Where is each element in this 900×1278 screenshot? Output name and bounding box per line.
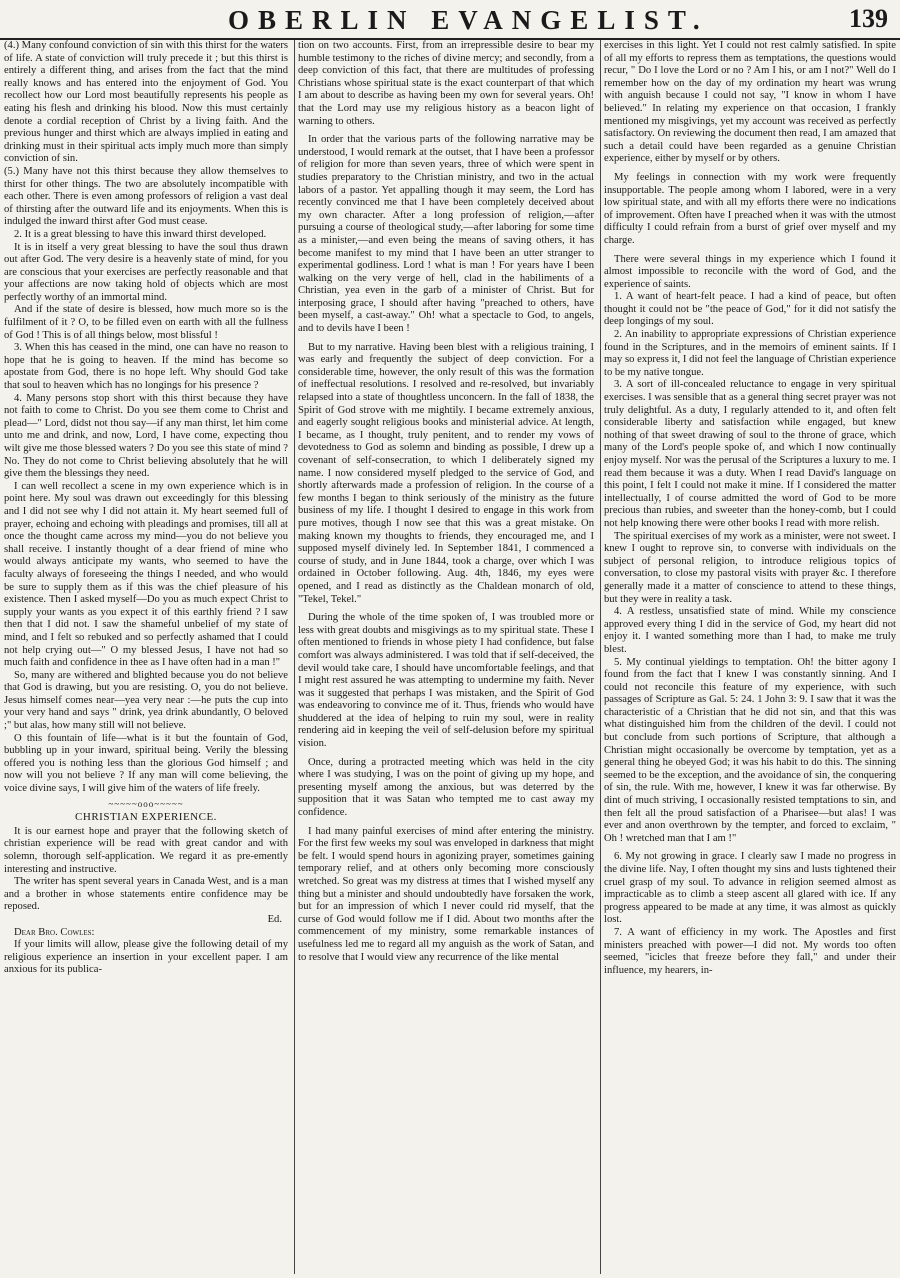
paragraph: If your limits will allow, please give the following detail of my religious experience an insertion in your excellent paper. I am anxious for its publica- xyxy=(4,939,288,976)
paragraph: 5. My continual yieldings to temptation. Oh! the bitter agony I found from the fact that I knew I was constantly sinning. And I could not reconcile this feature of my experience, with such passages of Scripture as Gal. 5: 24. 1 John 3: 9. I saw that it was the characteristic of a Christian that he did not sin, and that this was what distinguished him from the children of the devil. I could not but conclude from such portions of Scripture, that although a Christian might occasionally be overcome by temptation, yet as a general thing he obeyed God; it was his habit to do this. The sinning seemed to be the exception, and the avoidance of sin, the conquering of sin, the rule. With me, however, I knew it was far otherwise. By dint of much striving, I occasionally resisted temptations to sin, and then felt all the proud satisfaction of a Pharisee—but alas! I was ever and anon overthrown by the tempter, and forced to exclaim, " Oh ! wretched man that I am !" xyxy=(604,656,896,844)
paragraph: My feelings in connection with my work were frequently insupportable. The people among whom I labored, were in a very low spiritual state, and with all my efforts there were no indications of improvement. Often have I preached when it was with the utmost difficulty I could refrain from a burst of grief over myself and my charge. xyxy=(604,171,896,246)
letter-salutation: Dear Bro. Cowles: xyxy=(14,926,95,938)
paragraph: 3. When this has ceased in the mind, one can have no reason to hope that he is going to heaven. If the mind has become so apostate from God, there is no hope left. Why should God take that soul to heaven which has no longings for his presence ? xyxy=(4,342,288,392)
column-1 xyxy=(4,40,288,1274)
paragraph: During the whole of the time spoken of, I was troubled more or less with great doubts and misgivings as to my spiritual state. These I often mentioned to friends in whose piety I had confidence, but false comfort was always administered. I was told that if self-deceived, the devil would take care, I should have uncomfortable feelings, and that I might rest assured he was attempting to undermine my faith. Never was it suggested that perhaps I was mistaken, and the Spirit of God was endeavoring to convince me of it. Thus, friends who would have shuddered at the idea of helping to ruin my soul, were in reality rendering aid in keeping the veil of self-delusion before my spiritual vision. xyxy=(298,612,594,750)
masthead xyxy=(0,0,900,40)
paragraph: I had many painful exercises of mind after entering the ministry. For the first few weeks my soul was enveloped in darkness that might be felt. I would spend hours in agonizing prayer, sometimes gaining temporary relief, and at others only becoming more consciously wretched. So great was my distress at times that I wished myself any thing but a minister and should undoubtedly have forsaken the work, but for an impression of which I never could rid myself, that the curse of God would follow me if I did. About two months after the commencement of my ministry, some remarkable instances of usefulness led me to regard all my anguish as the work of Satan, and to resolve that I would view any recurrence of the like mental xyxy=(298,825,594,963)
paragraph: So, many are withered and blighted because you do not believe that God is drawing, but you are resisting. O, you do not believe. Jesus himself comes near—yea very near :—he puts the cup into your very hand and says " drink, yea drink abundantly, O beloved ;" but alas, how many still will not believe. xyxy=(4,669,288,732)
paragraph: 4. A restless, unsatisfied state of mind. While my conscience approved every thing I did in the service of God, my heart did not enjoy it. I wanted something more than I had, to make me truly blest. xyxy=(604,606,896,655)
paragraph: exercises in this light. Yet I could not rest calmly satisfied. In spite of all my efforts to repress them as temptations, the questions would recur, " Do I love the Lord or no ? Am I his, or am I not?" Well do I remember how on the day of my ordination my heart was wrung with anguish because I could not say, "I know in whom I have believed." In relating my experience on that occasion, I frankly mentioned my misgivings, yet my account was received as perfectly satisfactory. On reviewing the document then read, I am amazed that such a detail could have been regarded as a genuine Christian experience, either by myself or by others. xyxy=(604,40,896,165)
section-divider: ~~~~~ooo~~~~~ xyxy=(108,798,184,809)
paragraph: 2. It is a great blessing to have this inward thirst developed. xyxy=(14,228,267,240)
paragraph: The spiritual exercises of my work as a minister, were not sweet. I knew I ought to reprove sin, to converse with individuals on the subject of personal religion, to introduce religious topics of conversation, to close my pastoral visits with prayer &c. I therefore generally made it a matter of conscience to attend to these things, but they were in reality a task. xyxy=(604,530,896,605)
editor-note: The writer has spent several years in Canada West, and is a man and a brother in whose statements entire confidence may be reposed. xyxy=(4,876,288,913)
editor-note: It is our earnest hope and prayer that the following sketch of christian experience will be read with great candor and with solemn, thorough self-application. We regard it as pre-emently interesting and instructive. xyxy=(4,825,288,875)
paragraph: In order that the various parts of the following narrative may be understood, I would remark at the outset, that I have been a professor of religion for more than seven years, three of which were spent in studies preparatory to the Christian ministry, and two in the actual labors of a pastor. Yet appalling though it may seem, the Lord has recently convinced me that I have been completely deceived about my own character. After a long profession of religion,—after pursuing a course of theological study,—after laboring for some time as a minister,—and even being the means of saving others, it has become manifest to my mind that I have been an utter stranger to experimental godliness. Lord ! what is man ! For years have I been walking on the very verge of hell, clad in the habiliments of a Christian, yea even in the garb of a minister of Christ. But for interposing grace, I should after having "preached to others, have been myself, a cast-away." Oh! what a spectacle to God, to angels, and to devils have I been ! xyxy=(298,134,594,335)
paragraph: O this fountain of life—what is it but the fountain of God, bubbling up in your inward, spiritual being. Verily the blessing offered you is nothing less than the glorious God himself ; and now will you not believe ? If any man will come believing, the voice divine says, I will give him of the waters of life freely. xyxy=(4,732,288,795)
paragraph: I can well recollect a scene in my own experience which is in point here. My soul was drawn out exceedingly for this blessing and I did not see why I did not attain it. My heart seemed full of prayer, echoing and echoing with pleadings and promises, till all at once the thought came across my mind—you do not believe you shall receive. I instantly thought of a dear friend of mine who would always anticipate my wants, who seemed to have the faculty always of foreseeing the things I needed, and who would be sure to supply them as if this was the chief pleasure of his existence. Then I asked myself—Do you as much expect Christ to supply your wants as you expect it of this earthly friend ? I saw then that I did not. I saw the shameful unbelief of my state of mind, and I felt so rebuked and so perfectly ashamed that I could not help crying out—" O my blessed Jesus, I have not had so much faith and confidence in thee as I have often had in a man !" xyxy=(4,480,288,669)
column-2 xyxy=(294,40,594,1274)
publication-title: OBERLIN EVANGELIST. xyxy=(228,5,709,35)
paragraph: 6. My not growing in grace. I clearly saw I made no progress in the divine life. Nay, I often thought my sins and lusts tightened their cruel grasp of my soul. To advance in religion seemed almost as impracticable as to climb a steep ascent all glared with ice. If any progress appeared to be made at any time, it was almost as quickly lost. xyxy=(604,851,896,926)
paragraph: (4.) Many confound conviction of sin with this thirst for the waters of life. A state of conviction will truly precede it ; but this thirst is entirely a different thing, and arises from the fact that the mind really knows and has entered into the enjoyment of God. You recollect how our Lord most beautifully represents his people as eating his flesh and drinking his blood. Now this must certainly denote a cordial reception of Christ by a living faith. And the previous hunger and thirst which are always implied in eating and drinking must in their spiritual acts imply much more than simply conviction of sin. xyxy=(4,40,288,165)
paragraph: 4. Many persons stop short with this thirst because they have not faith to come to Christ. Do you see them come to Christ and plead—" Lord, didst not thou say—if any man thirst, let him come unto me and drink, and now, Lord, I have come, expecting thou wilt give me those blessed waters ? Do you see this state of mind ? No. They do not come to Christ believing absolutely that he will give them the blessings they need. xyxy=(4,392,288,480)
paragraph: 7. A want of efficiency in my work. The Apostles and first ministers preached with power—I did not. My words too often seemed, "icicles that freeze before they fall," and under their influence, my hearers, in- xyxy=(604,926,896,976)
article-columns xyxy=(4,40,896,1274)
section-heading: CHRISTIAN EXPERIENCE. xyxy=(75,811,217,824)
paragraph: 1. A want of heart-felt peace. I had a kind of peace, but often thought it could not be "the peace of God," for it did not satisfy the deep longings of my soul. xyxy=(604,291,896,328)
paragraph: Once, during a protracted meeting which was held in the city where I was studying, I was on the point of giving up my hope, and presenting myself among the anxious, but was deterred by the supposition that it was Satan who tempted me to cast away my confidence. xyxy=(298,756,594,819)
paragraph: And if the state of desire is blessed, how much more so is the fulfilment of it ? O, to be filled even on earth with all the fullness of God ! This is of all things below, most blissful ! xyxy=(4,304,288,341)
paragraph: But to my narrative. Having been blest with a religious training, I was early and frequently the subject of deep conviction. For a considerable time, however, the only result of this was the formation of ineffectual resolutions. I resolved and re-resolved, but invariably relapsed into a state of thoughtless unconcern. In the fall of 1838, the Spirit of God strove with me mightily. I became extremely anxious, and eagerly sought religious books and ministerial advice. At length, I became, as I thought, truly penitent, and to render my vows of devotedness to God as solemn and binding as possible, I drew up a covenant of self-consecration, to which I deliberately signed my name. I now considered myself pledged to the service of God, and shortly afterwards made a profession of religion. In the course of a few months I began to think seriously of the ministry as the future business of my life. I thought I desired to engage in this work from pure motives, though I now see that this was a great mistake. On making known my thoughts to friends, they encouraged me, and I supposed myself divinely led. In September 1841, I commenced a course of study, and in June 1844, took a charge, over which I was ordained in October following. Aug. 4th, 1846, my eyes were opened, and I read as distinctly as the Chaldean monarch of old, "Tekel, Tekel." xyxy=(298,341,594,605)
paragraph: There were several things in my experience which I found it almost impossible to reconcile with the word of God, and the experience of saints. xyxy=(604,253,896,290)
paragraph: 3. A sort of ill-concealed reluctance to engage in very spiritual exercises. I was sensible that as a general thing secret prayer was not truly delightful. As a duty, I regularly attended to it, and often felt considerable liberty and satisfaction while engaged, but knew nothing of that sweet drawing of soul to the throne of grace, which many of the Lord's people spoke of, and which I now continually enjoy myself. Nor was the perusal of the Scriptures a luxury to me. I read them because it was a duty. When I read David's language on this point, I felt I could not make it mine. If I considered the matter intellectually, I of course admitted the word of God to be more precious than rubies, and sweeter than the honey-comb, but I could not help knowing there were other books I read with more relish. xyxy=(604,379,896,529)
column-3 xyxy=(600,40,896,1274)
paragraph: (5.) Many have not this thirst because they allow themselves to thirst for other things. The two are absolutely incompatible with each other. There is even among professors of religion a vast deal of thirsting after the outward life and its enjoyments. When this is indulged the inward thirst after God must cease. xyxy=(4,165,288,228)
editor-signature: Ed. xyxy=(267,913,282,925)
paragraph: tion on two accounts. First, from an irrepressible desire to bear my humble testimony to the riches of divine mercy; and secondly, from a deep conviction of this fact, that there are multitudes of professing Christians whose spiritual state is the exact counterpart of that which I am about to describe as having been my own for several years. Oh! that the Lord may use my religious history as a beacon light of warning to others. xyxy=(298,40,594,127)
page-number: 139 xyxy=(849,4,888,33)
paragraph: It is in itself a very great blessing to have the soul thus drawn out after God. The very desire is a heavenly state of mind, for you are conscious that your exercises are perfectly reasonable and that your affections are now taking hold of objects which are most perfectly worthy of an immortal mind. xyxy=(4,241,288,303)
paragraph: 2. An inability to appropriate expressions of Christian experience found in the Scriptures, and in the memoirs of eminent saints. If I may so express it, I did not feel the language of Christian experience to be my native tongue. xyxy=(604,329,896,378)
